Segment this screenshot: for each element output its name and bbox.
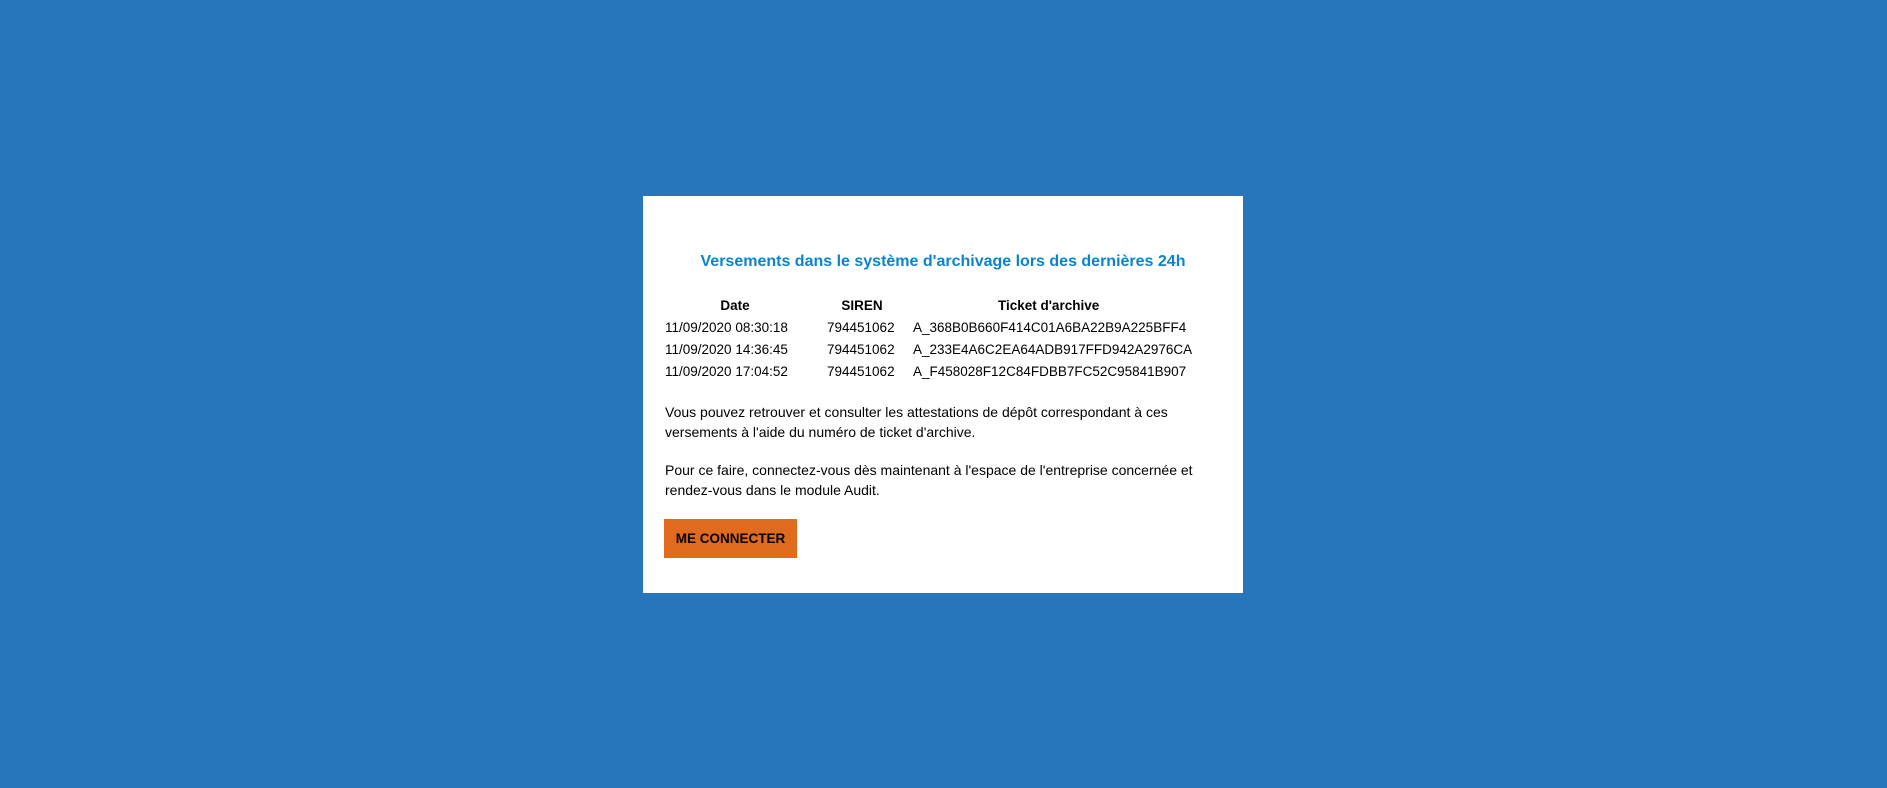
table-row [661, 316, 1196, 338]
instructions-paragraph: Pour ce faire, connectez-vous dès maintenant à l'espace de l'entreprise concernée et rendez-vous dans le module Audit. [665, 462, 1193, 498]
notification-card [643, 196, 1243, 593]
table-row [661, 338, 1196, 360]
cell-siren: 794451062 [827, 341, 895, 357]
header-date: Date [720, 297, 750, 313]
cell-date: 11/09/2020 14:36:45 [665, 341, 788, 357]
table-header-row [661, 294, 1196, 316]
cell-siren: 794451062 [827, 363, 895, 379]
cell-date: 11/09/2020 08:30:18 [665, 319, 788, 335]
cell-ticket: A_233E4A6C2EA64ADB917FFD942A2976CA [913, 341, 1193, 357]
header-ticket: Ticket d'archive [997, 297, 1100, 313]
cell-ticket: A_F458028F12C84FDBB7FC52C95841B907 [913, 363, 1187, 379]
table-row [661, 360, 1196, 382]
info-paragraph: Vous pouvez retrouver et consulter les attestations de dépôt correspondant à ces versements à l'aide du numéro de ticket d'archive. [665, 404, 1168, 440]
connect-button[interactable]: ME CONNECTER [664, 519, 797, 558]
archive-table [661, 294, 1196, 382]
cell-siren: 794451062 [827, 319, 895, 335]
card-title: Versements dans le système d'archivage lors des dernières 24h [700, 253, 1186, 270]
cell-date: 11/09/2020 17:04:52 [665, 363, 788, 379]
cell-ticket: A_368B0B660F414C01A6BA22B9A225BFF4 [913, 319, 1187, 335]
header-siren: SIREN [841, 297, 883, 313]
